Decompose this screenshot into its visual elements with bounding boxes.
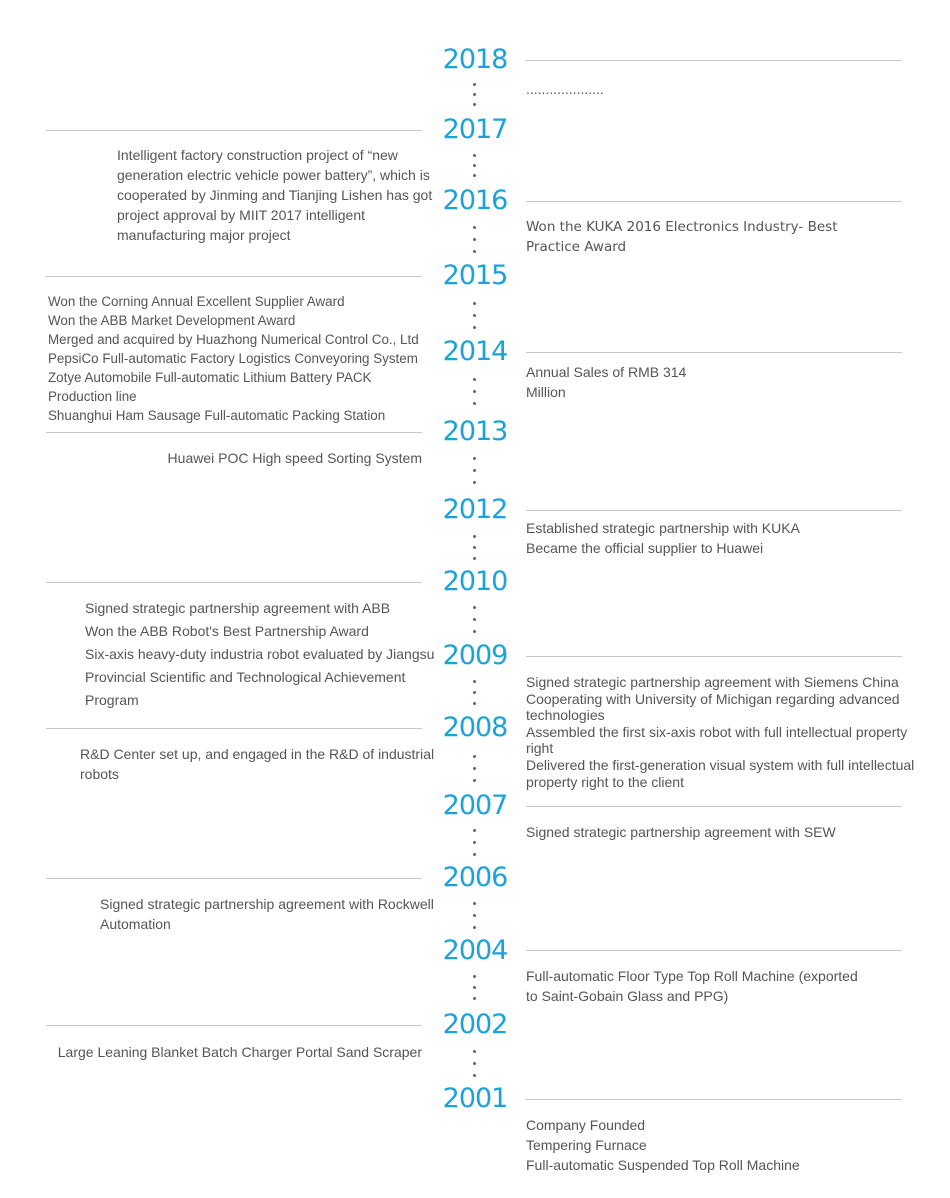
event-text-2007 <box>526 822 836 842</box>
event-line: Signed strategic partnership agreement with SEW <box>526 824 836 840</box>
event-line: generation electric vehicle power battery”, which is <box>117 167 430 183</box>
event-line: Cooperating with University of Michigan regarding advanced <box>526 690 900 707</box>
event-line: Won the ABB Robot's Best Partnership Award <box>85 623 369 639</box>
event-line: Provincial Scientific and Technological Achievement <box>85 669 406 685</box>
year-label: 2017 <box>442 114 508 145</box>
event-text-2010 <box>85 597 434 712</box>
event-line: Won the Corning Annual Excellent Supplier Award <box>48 294 345 309</box>
event-line: Zotye Automobile Full-automatic Lithium Battery PACK <box>48 370 372 385</box>
event-line: Program <box>85 692 139 708</box>
year-label: 2008 <box>442 712 508 743</box>
event-line: Intelligent factory construction project of “new <box>117 147 398 163</box>
event-line: Signed strategic partnership agreement with Siemens China <box>526 674 899 690</box>
event-line: Full-automatic Suspended Top Roll Machine <box>526 1157 800 1173</box>
event-line: robots <box>80 766 119 782</box>
year-label: 2010 <box>442 566 508 597</box>
event-line: right <box>526 740 554 757</box>
divider <box>526 201 902 202</box>
divider <box>46 1025 422 1026</box>
event-line: Signed strategic partnership agreement with Rockwell <box>100 896 434 912</box>
year-label: 2004 <box>442 935 508 966</box>
year-label: 2012 <box>442 494 508 525</box>
divider <box>526 60 902 61</box>
divider <box>526 806 902 807</box>
event-text-2004 <box>526 966 858 1006</box>
event-text-2008 <box>80 744 434 784</box>
event-text-2016 <box>526 217 838 257</box>
event-line: Won the KUKA 2016 Electronics Industry- Best <box>526 219 838 235</box>
event-text-2013 <box>46 448 422 468</box>
divider <box>526 510 902 511</box>
event-line: property right to the client <box>526 773 684 790</box>
event-line: .................... <box>526 81 604 97</box>
event-line: Shuanghui Ham Sausage Full-automatic Packing Station <box>48 408 386 423</box>
event-line: manufacturing major project <box>117 227 291 243</box>
year-label: 2009 <box>442 640 508 671</box>
event-line: Established strategic partnership with KUKA <box>526 520 800 536</box>
divider <box>46 728 422 729</box>
year-label: 2013 <box>442 416 508 447</box>
year-label: 2007 <box>442 790 508 821</box>
event-line: to Saint-Gobain Glass and PPG) <box>526 988 729 1004</box>
event-line: Tempering Furnace <box>526 1137 647 1153</box>
event-text-2014 <box>526 362 686 402</box>
event-line: Became the official supplier to Huawei <box>526 540 764 556</box>
event-line: Won the ABB Market Development Award <box>48 313 296 328</box>
event-line: Six-axis heavy-duty industria robot evaluated by Jiangsu <box>85 646 435 662</box>
event-text-2017 <box>117 145 433 245</box>
event-line: Merged and acquired by Huazhong Numerical Control Co., Ltd <box>48 332 419 347</box>
event-text-2009 <box>526 674 914 790</box>
event-line: Full-automatic Floor Type Top Roll Machine (exported <box>526 968 858 984</box>
event-line: Huawei POC High speed Sorting System <box>167 450 422 466</box>
year-label: 2015 <box>442 260 508 291</box>
event-text-2006 <box>100 894 434 934</box>
event-line: Large Leaning Blanket Batch Charger Portal Sand Scraper <box>57 1044 422 1060</box>
event-line: cooperated by Jinming and Tianjing Lishen has got <box>117 187 433 203</box>
event-line: Practice Award <box>526 239 627 255</box>
divider <box>46 582 422 583</box>
event-line: PepsiCo Full-automatic Factory Logistics Conveyoring System <box>48 351 418 366</box>
event-line: Production line <box>48 389 137 404</box>
divider <box>526 950 902 951</box>
year-label: 2001 <box>442 1083 508 1114</box>
divider <box>46 878 422 879</box>
event-line: Company Founded <box>526 1117 646 1133</box>
year-label: 2014 <box>442 336 508 367</box>
year-label: 2006 <box>442 862 508 893</box>
event-line: technologies <box>526 707 605 724</box>
divider <box>526 352 902 353</box>
divider <box>526 656 902 657</box>
event-line: Million <box>526 384 566 400</box>
year-label: 2018 <box>442 44 508 75</box>
event-line: project approval by MIIT 2017 intelligent <box>117 207 365 223</box>
event-line: Annual Sales of RMB 314 <box>526 364 687 380</box>
event-text-2018 <box>526 79 604 99</box>
event-line: Signed strategic partnership agreement with ABB <box>85 600 391 616</box>
divider <box>46 130 422 131</box>
event-text-2002 <box>46 1042 422 1062</box>
event-line: R&D Center set up, and engaged in the R&D of industrial <box>80 746 435 762</box>
event-text-2001 <box>526 1115 800 1175</box>
event-text-2015 <box>48 292 419 425</box>
year-label: 2016 <box>442 185 508 216</box>
event-line: Automation <box>100 916 171 932</box>
event-line: Delivered the first-generation visual system with full intellectual <box>526 756 915 773</box>
event-text-2012 <box>526 518 800 558</box>
divider <box>526 1099 902 1100</box>
year-label: 2002 <box>442 1009 508 1040</box>
event-line: Assembled the first six-axis robot with full intellectual property <box>526 723 908 740</box>
divider <box>46 276 422 277</box>
divider <box>46 432 422 433</box>
